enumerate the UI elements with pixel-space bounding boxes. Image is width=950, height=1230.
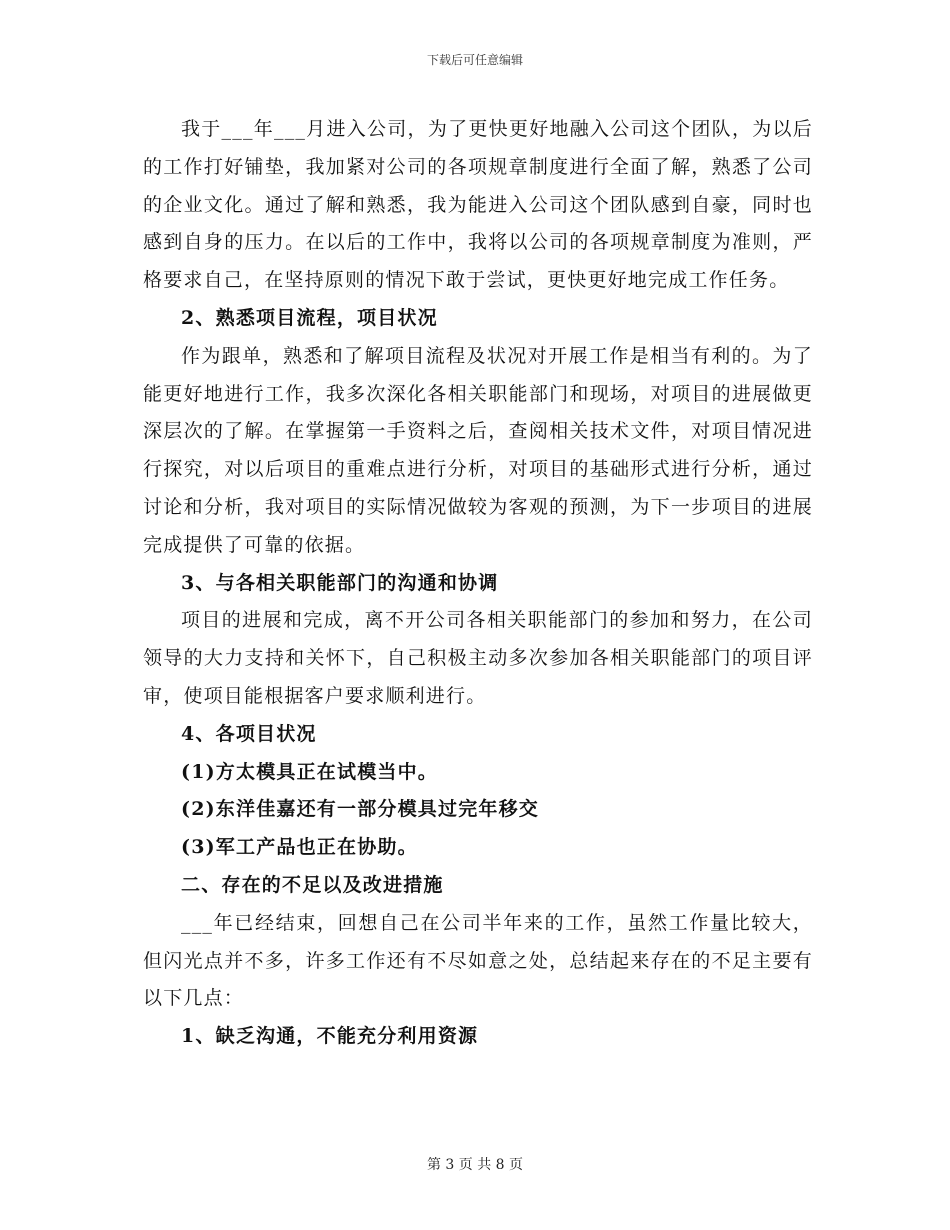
page-footer: 第 3 页 共 8 页 xyxy=(426,1157,524,1173)
list-item-project-3: (3)军工产品也正在协助。 xyxy=(181,836,418,859)
document-body xyxy=(143,111,813,1056)
list-item-project-1: (1)方太模具正在试模当中。 xyxy=(181,760,439,783)
paragraph-shortcomings: ___年已经结束，回想自己在公司半年来的工作，虽然工作量比较大，但闪光点并不多，许多工作还有不尽如意之处，总结起来存在的不足主要有以下几点： xyxy=(143,911,813,1010)
heading-department-communication: 3、与各相关职能部门的沟通和协调 xyxy=(181,571,499,594)
heading-lack-of-communication: 1、缺乏沟通，不能充分利用资源 xyxy=(181,1025,479,1048)
list-item-project-2: (2)东洋佳嘉还有一部分模具过完年移交 xyxy=(181,798,540,821)
paragraph-department-communication: 项目的进展和完成，离不开公司各相关职能部门的参加和努力，在公司领导的大力支持和关怀下，自己积极主动多次参加各相关职能部门的项目评审，使项目能根据客户要求顺利进行。 xyxy=(143,609,813,707)
section-heading-shortcomings: 二、存在的不足以及改进措施 xyxy=(181,873,444,896)
paragraph-project-process: 作为跟单，熟悉和了解项目流程及状况对开展工作是相当有利的。为了能更好地进行工作，我多次深化各相关职能部门和现场，对项目的进展做更深层次的了解。在掌握第一手资料之后，查阅相关技术文件，对项目情况进行探究，对以后项目的重难点进行分析，对项目的基础形式进行分析，通过讨论和分析，我对项目的实际情况做较为客观的预测，为下一步项目的进展完成提供了可靠的依据。 xyxy=(143,344,813,556)
paragraph-company-rules: 我于___年___月进入公司，为了更快更好地融入公司这个团队，为以后的工作打好铺垫，我加紧对公司的各项规章制度进行全面了解，熟悉了公司的企业文化。通过了解和熟悉，我为能进入公司这个团队感到自豪，同时也感到自身的压力。在以后的工作中，我将以公司的各项规章制度为准则，严格要求自己，在坚持原则的情况下敢于尝试，更快更好地完成工作任务。 xyxy=(143,118,813,292)
heading-project-status: 4、各项目状况 xyxy=(181,722,317,745)
page-header: 下载后可任意编辑 xyxy=(426,53,523,67)
heading-project-process: 2、熟悉项目流程，项目状况 xyxy=(181,306,438,329)
